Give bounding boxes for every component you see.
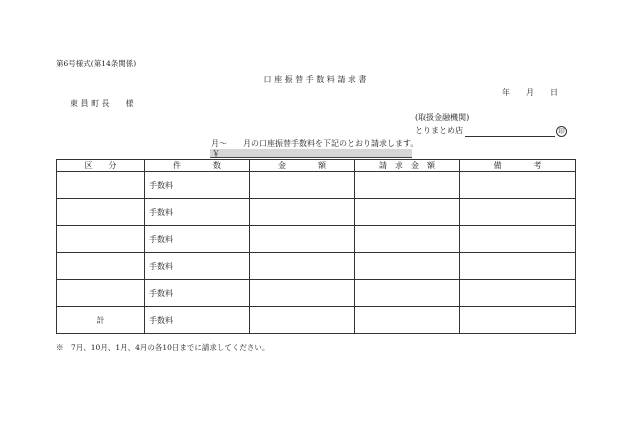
form-number-label: 第6号様式(第14条関係): [56, 59, 137, 68]
amount-cell: [250, 280, 355, 307]
document-title: 口 座 振 替 手 数 料 請 求 書: [263, 75, 367, 84]
header-count: 件 数: [145, 160, 250, 172]
request-amount-cell: [355, 199, 460, 226]
header-amount: 金 額: [250, 160, 355, 172]
remarks-cell: [460, 226, 576, 253]
amount-cell: [250, 199, 355, 226]
remarks-cell: [460, 280, 576, 307]
total-label-cell: 計: [57, 307, 145, 334]
footnote: ※ 7月、10月、1月、4月の各10日までに請求してください。: [56, 343, 270, 352]
table-row: [57, 226, 576, 253]
table-row: [57, 253, 576, 280]
remarks-cell: [460, 199, 576, 226]
request-amount-cell: [355, 280, 460, 307]
total-row: [57, 307, 576, 334]
category-cell: [57, 199, 145, 226]
fee-table: [56, 159, 576, 334]
total-amount-box: [210, 149, 412, 158]
request-amount-cell: [355, 172, 460, 199]
table-row: [57, 172, 576, 199]
category-cell: [57, 280, 145, 307]
bank-label: (取扱金融機関): [415, 113, 470, 122]
branch-name-line: [465, 128, 555, 137]
branch-row: [415, 125, 567, 137]
count-cell: 手数料: [145, 226, 250, 253]
request-sentence: 月～ 月の口座振替手数料を下記のとおり請求します。: [211, 139, 419, 148]
count-cell: 手数料: [145, 307, 250, 334]
count-cell: 手数料: [145, 199, 250, 226]
count-cell: 手数料: [145, 253, 250, 280]
header-request-amount: 請 求 金 額: [355, 160, 460, 172]
table-row: [57, 280, 576, 307]
header-category: 区 分: [57, 160, 145, 172]
amount-cell: [250, 307, 355, 334]
category-cell: [57, 226, 145, 253]
request-amount-cell: [355, 307, 460, 334]
branch-label: とりまとめ店: [415, 126, 463, 135]
table-row: [57, 199, 576, 226]
remarks-cell: [460, 172, 576, 199]
category-cell: [57, 253, 145, 280]
header-remarks: 備 考: [460, 160, 576, 172]
yen-symbol: ￥: [212, 149, 220, 158]
request-amount-cell: [355, 253, 460, 280]
remarks-cell: [460, 253, 576, 280]
remarks-cell: [460, 307, 576, 334]
count-cell: 手数料: [145, 280, 250, 307]
amount-cell: [250, 253, 355, 280]
amount-cell: [250, 226, 355, 253]
date-line: 年 月 日: [502, 88, 558, 97]
category-cell: [57, 172, 145, 199]
table-header-row: [57, 160, 576, 172]
request-amount-cell: [355, 226, 460, 253]
seal-mark: 印: [556, 126, 567, 137]
count-cell: 手数料: [145, 172, 250, 199]
addressee: 東 員 町 長 様: [70, 99, 134, 108]
amount-cell: [250, 172, 355, 199]
